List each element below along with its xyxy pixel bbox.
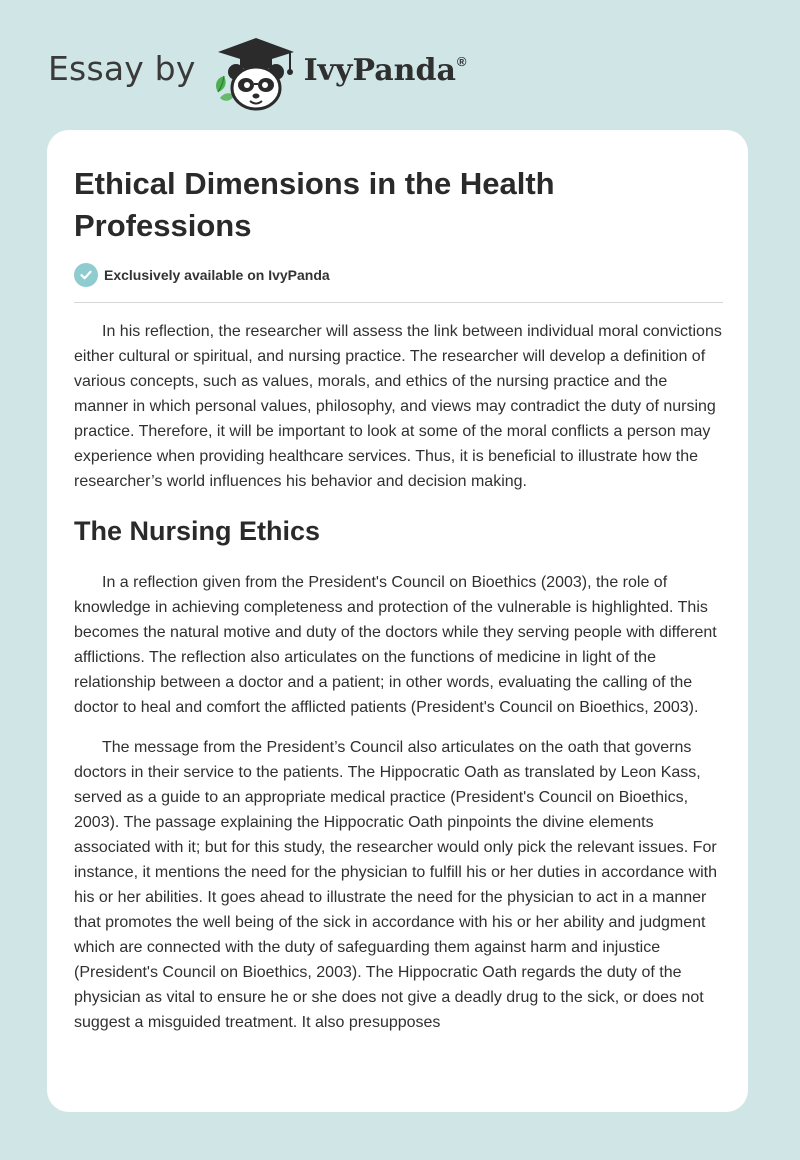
check-icon [74,263,98,287]
section-paragraph: In a reflection given from the President's Council on Bioethics (2003), the role of knowledge in achieving completeness and protection of the vulnerable is highlighted. This becomes the natural motive and duty of the doctors while they serving people with different afflictions. The reflection also articulates on the functions of medicine in light of the relationship between a doctor and a patient; in other words, evaluating the calling of the doctor to heal and comfort the afflicted patients (President's Council on Bioethics, 2003). [74,574,717,716]
section-paragraph: The message from the President’s Council also articulates on the oath that governs doctors in their service to the patients. The Hippocratic Oath as translated by Leon Kass, served as a guide to an appropriate medical practice (President's Council on Bioethics, 2003). The passage explaining the Hippocratic Oath pinpoints the divine elements associated with it; but for this study, the researcher would only pick the relevant issues. For instance, it mentions the need for the physician to fulfill his or her duties in accordance with his or her abilities. It goes ahead to illustrate the need for the physician to act in a manner that promotes the well being of the sick in accordance with his or her ability and judgment which are connected with the duty of safeguarding them against harm and injustice (President's Council on Bioethics, 2003). The Hippocratic Oath regards the duty of the physician as vital to ensure he or she does not give a deadly drug to the sick, or does not suggest a misguided treatment. It also presupposes [74,739,718,1031]
essay-card [47,130,748,1112]
exclusive-badge [74,263,330,287]
section-heading: The Nursing Ethics [74,516,321,546]
essay-title: Ethical Dimensions in the Health Professions [74,166,555,243]
essay-body [74,319,723,1050]
ivypanda-logo[interactable] [210,32,467,112]
panda-mascot-icon [210,32,300,112]
registered-mark: ® [456,53,467,69]
brand-name [304,53,467,88]
brand-text: IvyPanda [303,52,456,88]
exclusive-label: Exclusively available on IvyPanda [104,267,330,283]
intro-paragraph: In his reflection, the researcher will assess the link between individual moral convictions either cultural or spiritual, and nursing practice. The researcher will develop a definition of various concepts, such as values, morals, and ethics of the nursing practice and the manner in which personal values, philosophy, and views may contradict the duty of nursing practice. Therefore, it will be important to look at some of the moral conflicts a person may experience when providing healthcare services. Thus, it is beneficial to illustrate how the researcher’s world influences his behavior and decision making. [74,323,722,490]
divider [74,302,723,303]
essay-by-label: Essay by [48,48,196,88]
site-header [48,32,466,112]
